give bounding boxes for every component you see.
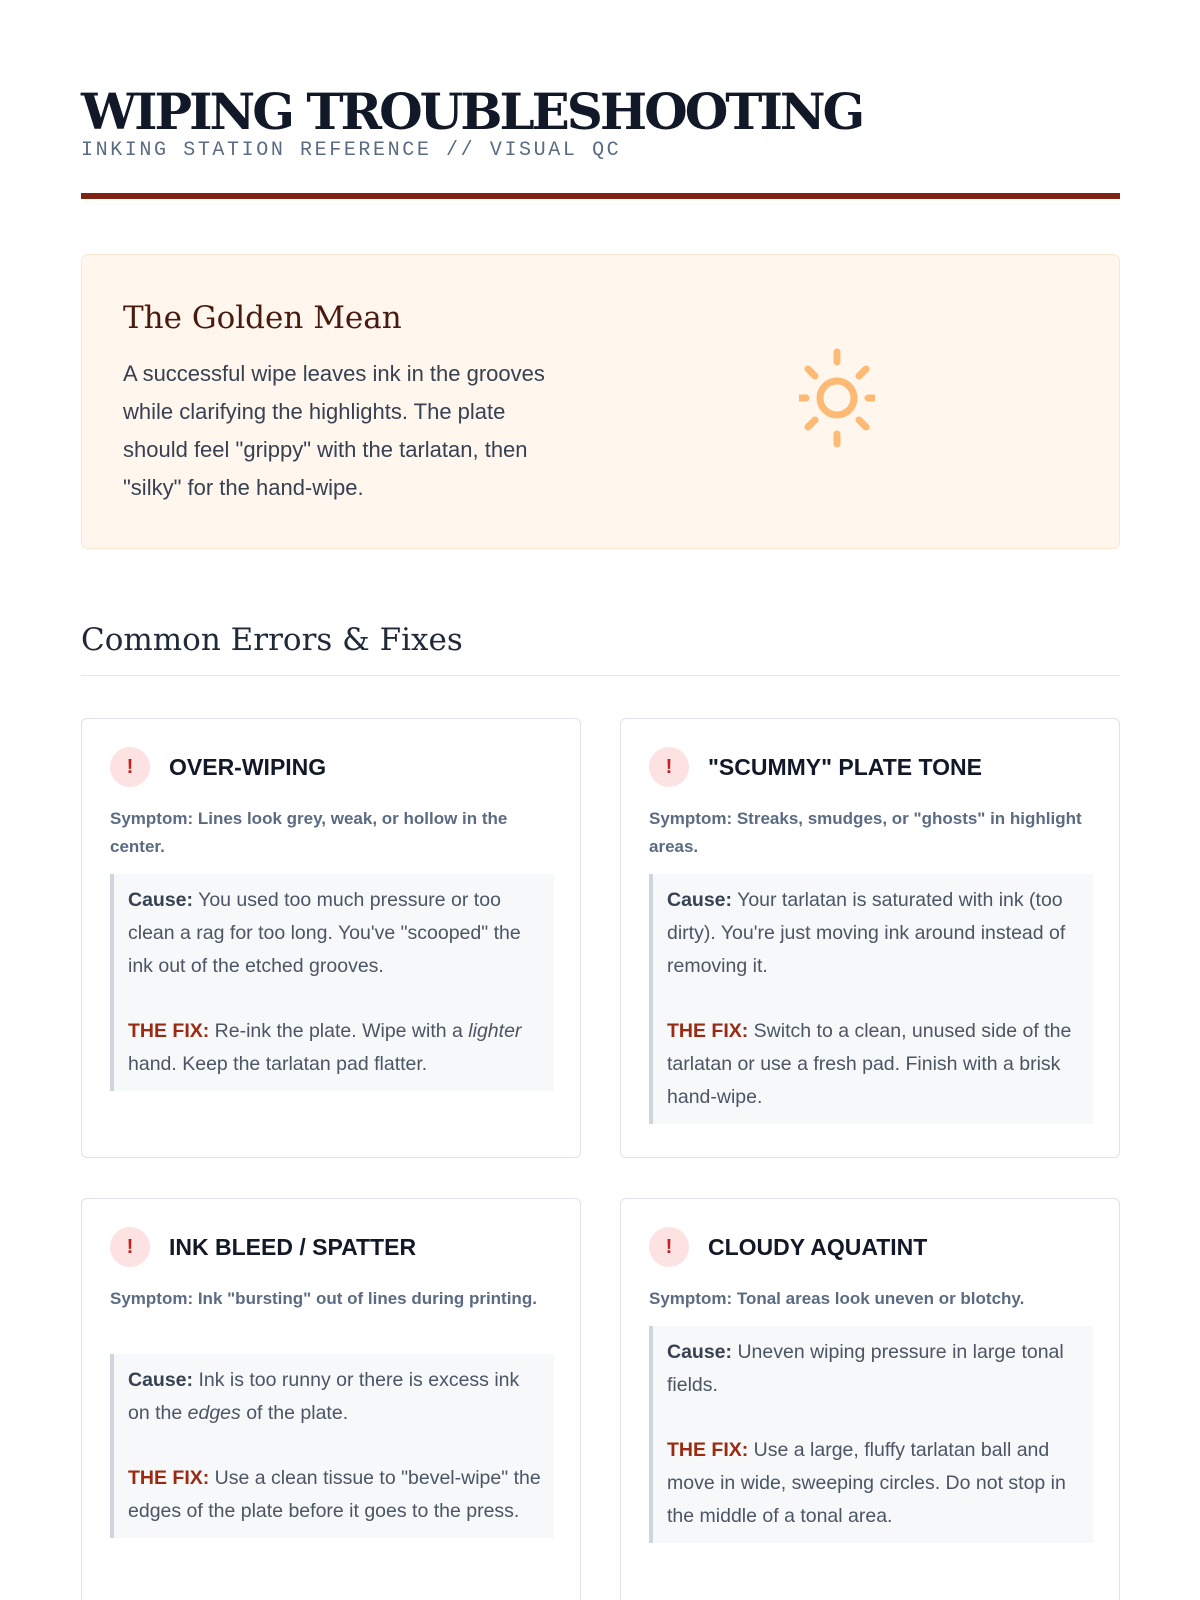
cause-label: Cause:	[667, 889, 733, 911]
error-card-scummy-plate-tone	[620, 718, 1120, 1158]
page-title: WIPING TROUBLESHOOTING	[81, 82, 863, 141]
card-title: INK BLEED / SPATTER	[169, 1234, 417, 1260]
fix-label: THE FIX:	[128, 1467, 210, 1489]
fix-text: Use a clean tissue to "bevel-wipe" the edges of the plate before it goes to the press.	[128, 1467, 541, 1522]
card-title: CLOUDY AQUATINT	[708, 1234, 928, 1260]
page-header	[81, 84, 1120, 163]
fix-paragraph	[667, 1015, 1083, 1114]
alert-icon: !	[110, 1227, 150, 1267]
cause-text-end: of the plate.	[246, 1402, 349, 1424]
fix-paragraph	[128, 1462, 544, 1528]
cause-label: Cause:	[667, 1341, 733, 1363]
header-divider	[81, 193, 1120, 199]
fix-text-end: hand. Keep the tarlatan pad flatter.	[128, 1053, 428, 1075]
card-title: OVER-WIPING	[169, 754, 327, 780]
fix-paragraph	[667, 1434, 1083, 1533]
fix-label: THE FIX:	[667, 1020, 749, 1042]
golden-mean-panel	[81, 254, 1120, 549]
fix-text: Switch to a clean, unused side of the tarlatan or use a fresh pad. Finish with a brisk hand-wipe.	[667, 1020, 1072, 1108]
alert-icon: !	[649, 1227, 689, 1267]
cause-label: Cause:	[128, 889, 194, 911]
cause-text: Uneven wiping pressure in large tonal fields.	[667, 1341, 1064, 1396]
card-symptom: Symptom: Ink "bursting" out of lines during printing.	[110, 1289, 537, 1308]
cause-text: Ink is too runny or there is excess ink on the	[128, 1369, 520, 1424]
fix-label: THE FIX:	[128, 1020, 210, 1042]
card-symptom: Symptom: Tonal areas look uneven or blotchy.	[649, 1289, 1025, 1308]
cause-paragraph	[128, 884, 544, 983]
card-detail	[649, 874, 1093, 1124]
cause-paragraph	[667, 1336, 1083, 1402]
page-subtitle: INKING STATION REFERENCE // VISUAL QC	[81, 139, 622, 162]
cause-emphasis: edges	[187, 1402, 241, 1424]
card-detail	[649, 1326, 1093, 1543]
golden-mean-text: A successful wipe leaves ink in the grooves while clarifying the highlights. The plate should feel "grippy" with the tarlatan, then "silky" for the hand-wipe.	[123, 361, 545, 500]
error-card-ink-bleed	[81, 1198, 581, 1600]
section-divider	[81, 675, 1120, 676]
cause-label: Cause:	[128, 1369, 194, 1391]
fix-text: Use a large, fluffy tarlatan ball and move in wide, sweeping circles. Do not stop in the middle of a tonal area.	[667, 1439, 1066, 1527]
card-title: "SCUMMY" PLATE TONE	[708, 754, 982, 780]
sun-icon-core	[820, 381, 854, 415]
golden-mean-title: The Golden Mean	[123, 300, 402, 336]
alert-icon: !	[110, 747, 150, 787]
sun-icon	[799, 347, 875, 450]
fix-label: THE FIX:	[667, 1439, 749, 1461]
fix-emphasis: lighter	[468, 1020, 522, 1042]
card-detail	[110, 1354, 554, 1538]
error-card-over-wiping	[81, 718, 581, 1158]
cause-text: You used too much pressure or too clean a rag for too long. You've "scooped" the ink out of the etched grooves.	[128, 889, 521, 977]
cause-text: Your tarlatan is saturated with ink (too dirty). You're just moving ink around instead of removing it.	[667, 889, 1066, 977]
card-symptom: Symptom: Streaks, smudges, or "ghosts" in highlight areas.	[649, 809, 1082, 856]
card-detail	[110, 874, 554, 1091]
section-title: Common Errors & Fixes	[81, 622, 463, 658]
cause-paragraph	[667, 884, 1083, 983]
fix-text: Re-ink the plate. Wipe with a	[214, 1020, 463, 1042]
cause-paragraph	[128, 1364, 544, 1430]
card-symptom: Symptom: Lines look grey, weak, or hollow in the center.	[110, 809, 508, 856]
error-card-cloudy-aquatint	[620, 1198, 1120, 1600]
fix-paragraph	[128, 1015, 544, 1081]
alert-icon: !	[649, 747, 689, 787]
